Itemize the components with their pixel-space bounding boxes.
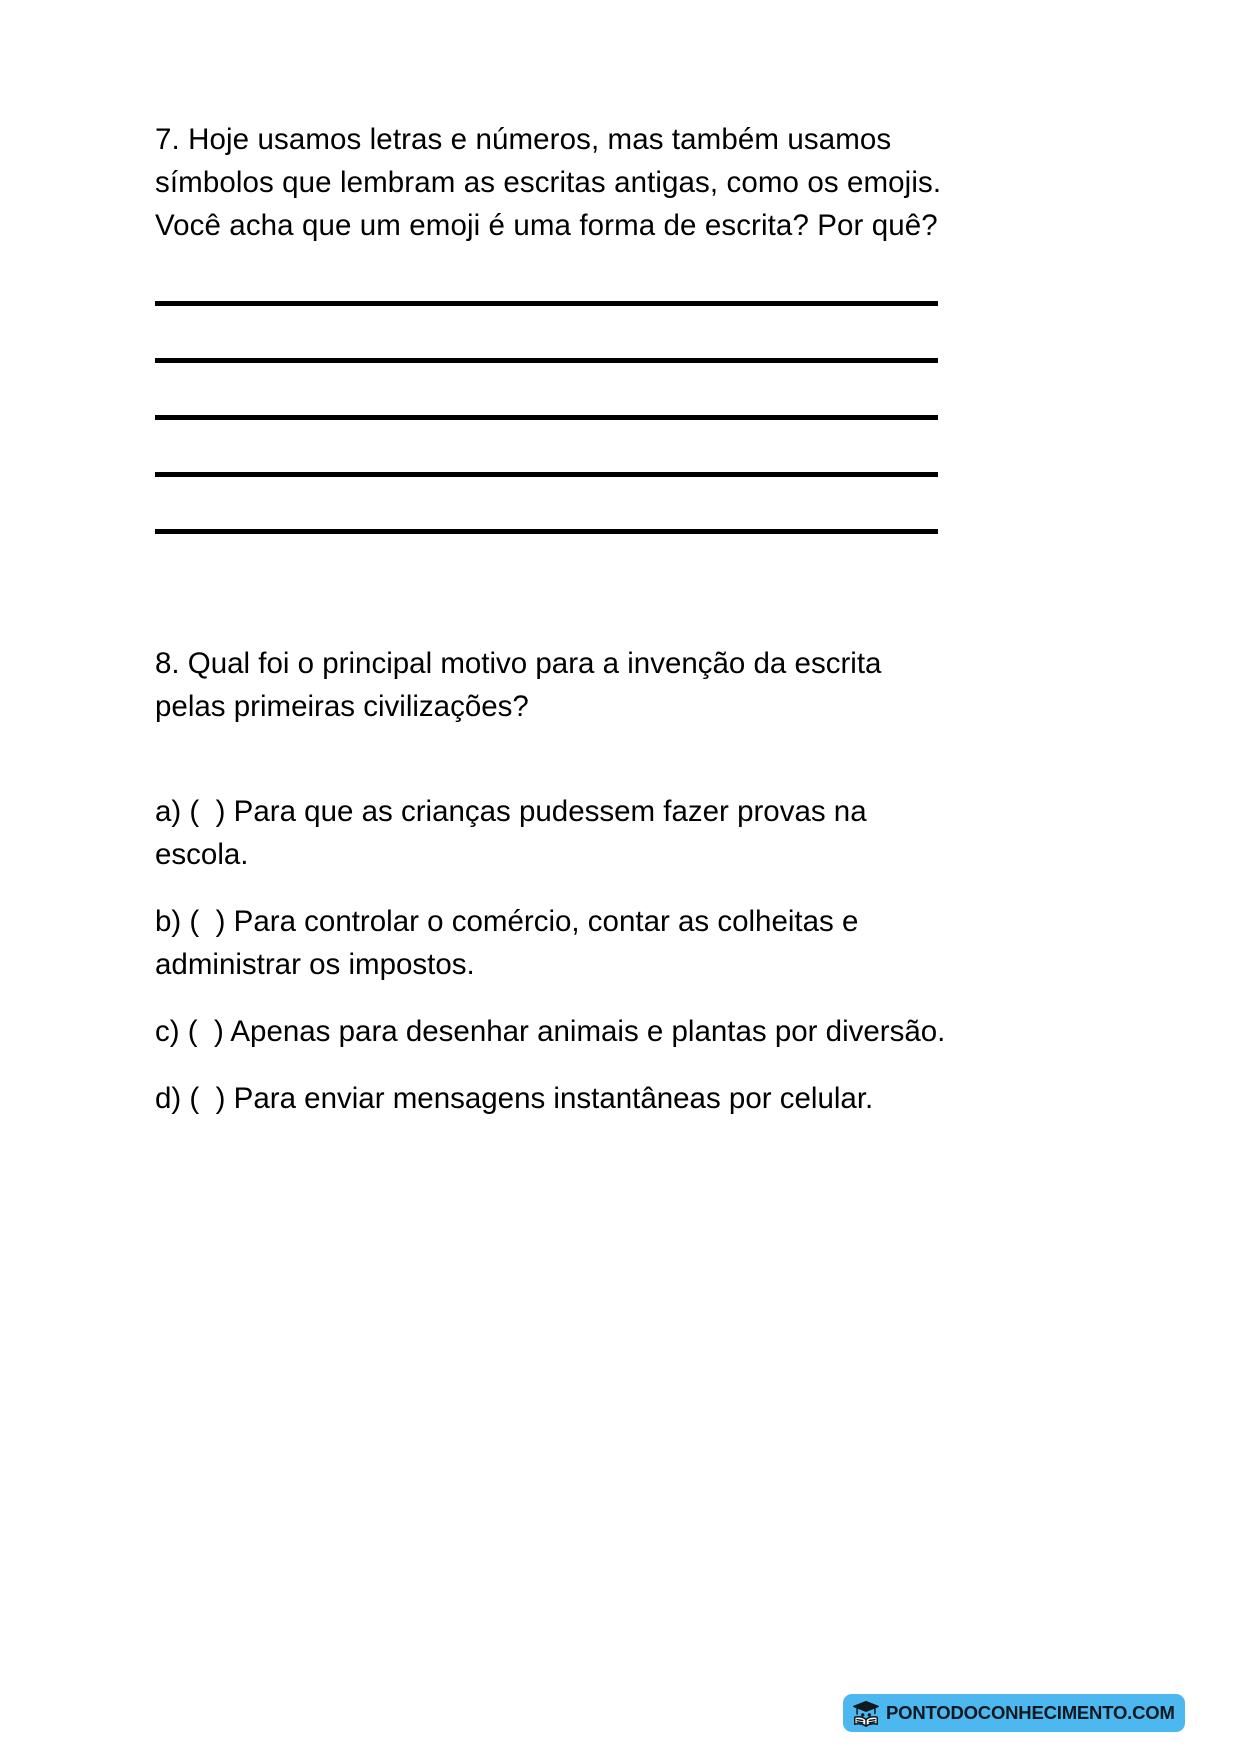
option-d[interactable]: d) ( ) Para enviar mensagens instantâneas por celular. (155, 1082, 874, 1115)
option-c[interactable]: c) ( ) Apenas para desenhar animais e plantas por diversão. (155, 1015, 946, 1048)
answer-line-rule (155, 472, 938, 477)
site-logo-badge[interactable] (843, 1694, 1185, 1732)
option-b[interactable]: b) ( ) Para controlar o comércio, contar as colheitas e administrar os impostos. (155, 905, 867, 981)
cap-left-dot (861, 1713, 864, 1716)
site-logo-text: PONTODOCONHECIMENTO.COM (886, 1701, 1175, 1723)
question-8-options (155, 790, 955, 1120)
question-7-answer-lines (155, 285, 955, 570)
answer-line-rule (155, 301, 938, 306)
answer-line-rule (155, 358, 938, 363)
option-a[interactable]: a) ( ) Para que as crianças pudessem fazer provas na escola. (155, 795, 875, 871)
graduation-cap-book-icon (851, 1698, 881, 1728)
question-7-text: 7. Hoje usamos letras e números, mas também usamos símbolos que lembram as escritas antigas, como os emojis. Você acha que um emoji é uma forma de escrita? Por quê? (155, 123, 950, 242)
answer-line[interactable] (155, 285, 955, 342)
worksheet-content (155, 118, 955, 1120)
answer-line-rule (155, 415, 938, 420)
answer-line-rule (155, 529, 938, 534)
section-spacer (155, 570, 955, 642)
answer-line[interactable] (155, 456, 955, 513)
cap-right-dot (868, 1713, 871, 1716)
answer-line[interactable] (155, 342, 955, 399)
answer-line[interactable] (155, 399, 955, 456)
answer-line[interactable] (155, 513, 955, 570)
question-8-text: 8. Qual foi o principal motivo para a invenção da escrita pelas primeiras civilizações? (155, 647, 890, 723)
